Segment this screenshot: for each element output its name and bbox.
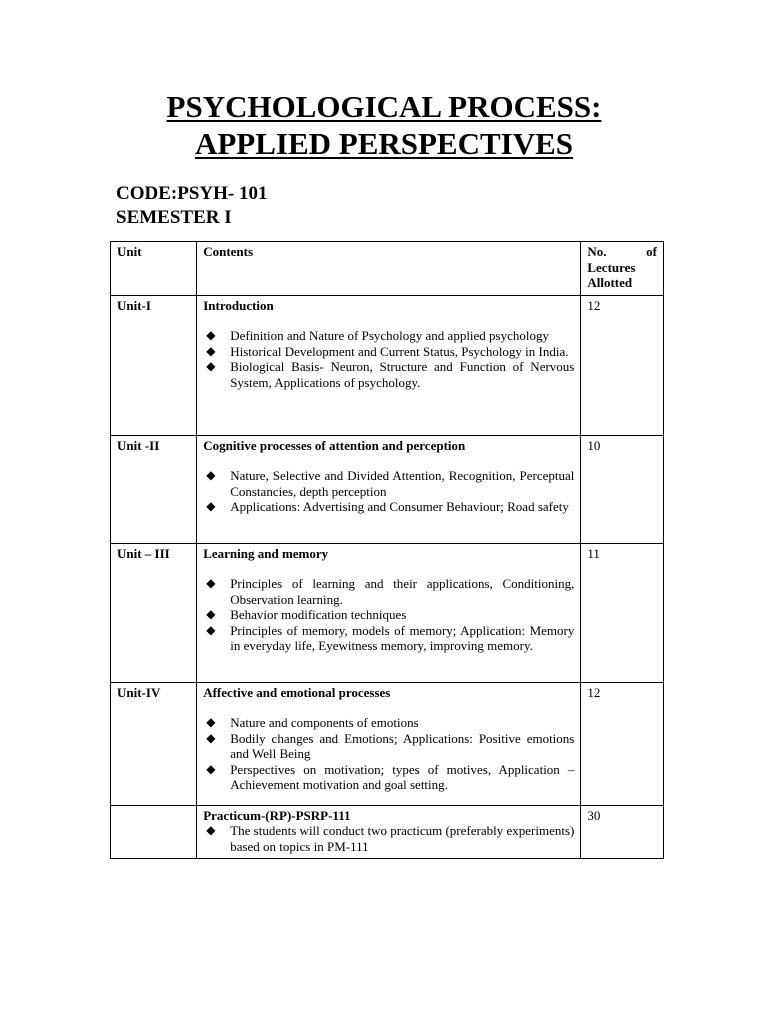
document-title: [0, 88, 768, 162]
table-row: [111, 805, 664, 859]
list-item: ◆ Definition and Nature of Psychology and applied psychology: [203, 328, 574, 344]
semester-label: SEMESTER I: [116, 207, 232, 228]
unit-cell: [111, 805, 197, 859]
course-code: CODE:PSYH- 101: [116, 183, 268, 204]
contents-cell: [197, 435, 581, 543]
header-allotted-word: Allotted: [587, 275, 633, 290]
lectures-cell: 11: [581, 543, 664, 682]
unit-cell: Unit-I: [111, 295, 197, 435]
title-line-2: APPLIED PERSPECTIVES: [194, 126, 574, 161]
list-item: ◆ Perspectives on motivation; types of motives, Application – Achievement motivation and goal setting.: [203, 762, 574, 793]
list-item: ◆ Nature and components of emotions: [203, 715, 574, 731]
topic-list: [203, 328, 574, 390]
header-lectures: [581, 242, 664, 296]
list-item: ◆ Applications: Advertising and Consumer Behaviour; Road safety: [203, 499, 574, 515]
header-lectures-of: of: [646, 244, 657, 259]
table-row: [111, 543, 664, 682]
list-item: ◆ Historical Development and Current Status, Psychology in India.: [203, 344, 574, 360]
unit-topic: Cognitive processes of attention and perception: [203, 437, 466, 453]
title-line-1: PSYCHOLOGICAL PROCESS:: [166, 89, 602, 124]
unit-topic: Introduction: [203, 297, 274, 313]
list-item: ◆ Principles of memory, models of memory; Application: Memory in everyday life, Eyewitness memory, improving memory.: [203, 623, 574, 654]
contents-cell: [197, 295, 581, 435]
header-contents: Contents: [197, 242, 581, 296]
contents-cell: [197, 805, 581, 859]
unit-cell: Unit -II: [111, 435, 197, 543]
unit-cell: Unit-IV: [111, 682, 197, 805]
list-item: ◆ Bodily changes and Emotions; Applications: Positive emotions and Well Being: [203, 731, 574, 762]
header-lectures-no: No.: [587, 244, 607, 259]
lectures-cell: 12: [581, 295, 664, 435]
lectures-cell: 30: [581, 805, 664, 859]
header-lectures-word: Lectures: [587, 259, 636, 275]
contents-cell: [197, 682, 581, 805]
table-header-row: [111, 242, 664, 296]
table-row: [111, 682, 664, 805]
topic-list: [203, 468, 574, 515]
topic-list: [203, 576, 574, 654]
contents-cell: [197, 543, 581, 682]
lectures-cell: 12: [581, 682, 664, 805]
table-row: [111, 435, 664, 543]
unit-topic: Affective and emotional processes: [203, 684, 391, 700]
unit-topic: Practicum-(RP)-PSRP-111: [203, 807, 351, 823]
unit-topic: Learning and memory: [203, 545, 329, 561]
list-item: ◆ Principles of learning and their applications, Conditioning, Observation learning.: [203, 576, 574, 607]
list-item: ◆ Behavior modification techniques: [203, 607, 574, 623]
header-unit: Unit: [111, 242, 197, 296]
list-item: ◆ Biological Basis- Neuron, Structure and Function of Nervous System, Applications of psychology.: [203, 359, 574, 390]
topic-list: [203, 823, 574, 854]
course-meta: [116, 182, 267, 230]
list-item: ◆ Nature, Selective and Divided Attention, Recognition, Perceptual Constancies, depth perception: [203, 468, 574, 499]
topic-list: [203, 715, 574, 793]
list-item: ◆ The students will conduct two practicum (preferably experiments) based on topics in PM-111: [203, 823, 574, 854]
unit-cell: Unit – III: [111, 543, 197, 682]
syllabus-table: [110, 241, 664, 859]
table-row: [111, 295, 664, 435]
lectures-cell: 10: [581, 435, 664, 543]
